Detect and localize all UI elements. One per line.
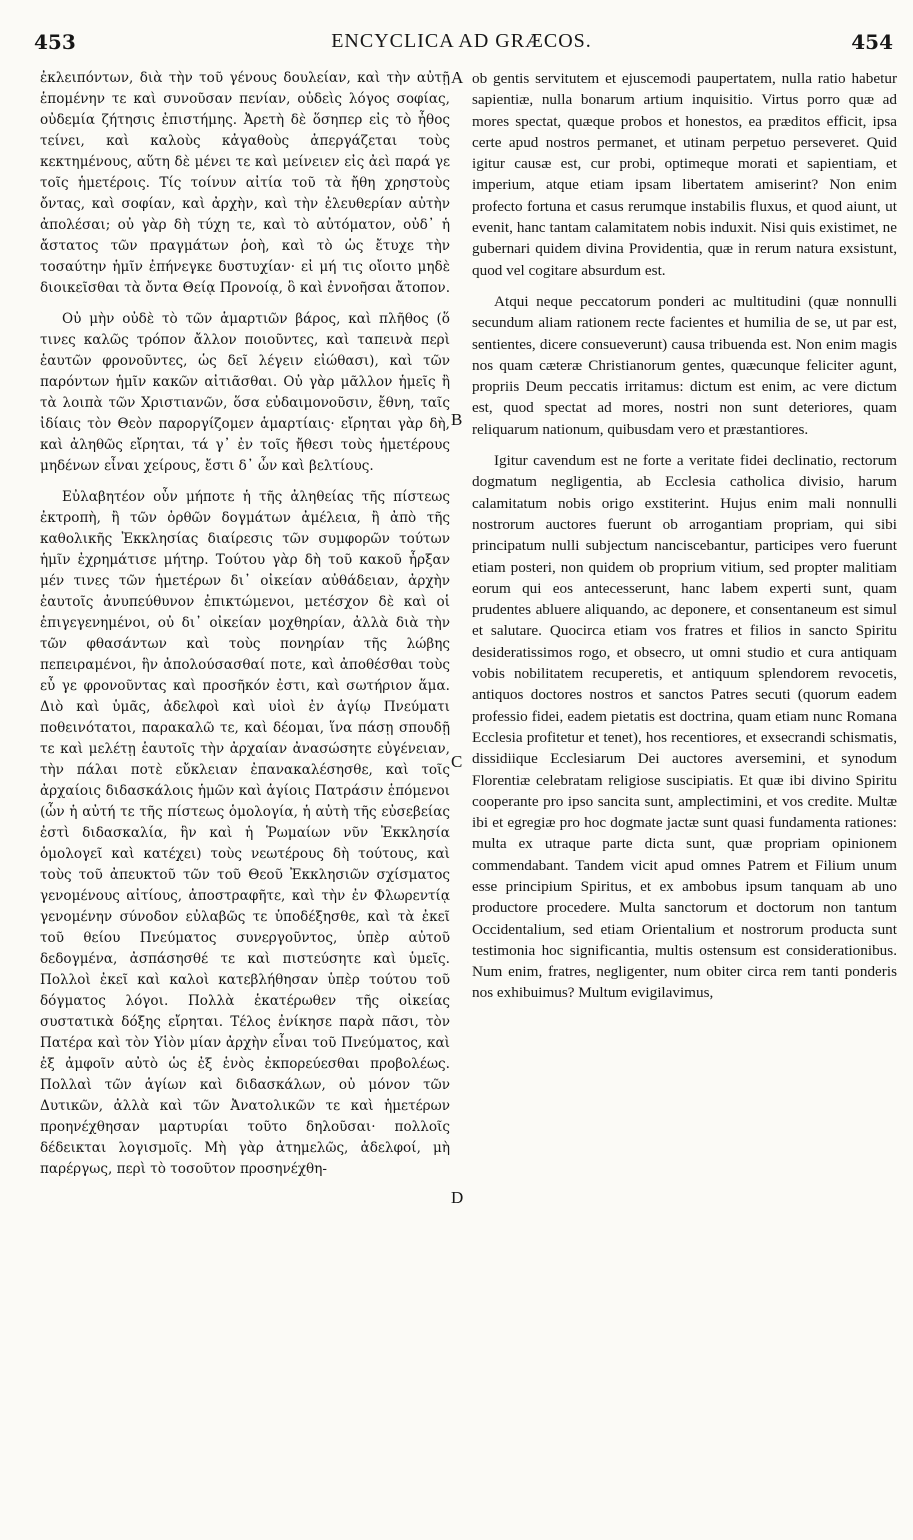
latin-column <box>472 68 897 1528</box>
page-number-right: 454 <box>851 30 893 54</box>
section-marker-d: D <box>451 1188 464 1207</box>
running-title: ENCYCLICA AD GRÆCOS. <box>331 30 592 52</box>
section-marker-b: B <box>451 410 463 429</box>
greek-paragraph: Εὐλαβητέον οὖν μήποτε ἡ τῆς ἀληθείας τῆς πίστεως ἐκτροπὴ, ἢ τῶν ὀρθῶν δογμάτων ἀμέλεια, ἢ ἀπὸ τῆς καθολικῆς Ἐκκλησίας διαίρεσις τῶν συμφορῶν τούτων ἡμῖν ἐχρημάτισε μήτηρ. Τούτου γὰρ δὴ τοῦ κακοῦ ἦρξαν μέν τινες τῶν ἡμετέρων δι᾽ οἰκείαν αὐθάδειαν, ἀρχὴν ἑαυτοῖς ἀνυπεύθυνον ἐπικτώμενοι, μετέσχον δὲ καὶ οἱ ἐπιγεγενημένοι, οὐ δι᾽ οἰκείαν μοχθηρίαν, ἀλλὰ διὰ τὴν τῶν φθασάντων καὶ τοὺς πονηρίαν τῆς λώβης πεπειραμένοι, ἣν ἀπολούσασθαί ποτε, καὶ ἀποθέσθαι τοὺς εὖ γε φρονοῦντας καὶ προσῆκόν ἐστι, καὶ σωτήριον ἅμα. Διὸ καὶ ὑμᾶς, ἀδελφοὶ καὶ υἱοὶ ἐν ἁγίῳ Πνεύματι ποθεινότατοι, παρακαλῶ τε, καὶ δέομαι, ἵνα πάσῃ σπουδῇ τε καὶ μελέτῃ ἑαυτοῖς τὴν ἀρχαίαν ἀνασώσητε εὐγένειαν, τὴν πάλαι ποτὲ εὔκλειαν ἐπανακαλέσησθε, καὶ τοῖς ἀρχαίοις διδασκάλοις ἡμῶν καὶ ἁγίοις Πατράσιν ἑπόμενοι (ὧν ἡ αὐτή τε τῆς πίστεως ὁμολογία, ἡ αὐτὴ τῆς εὐσεβείας ἐστὶ διδασκαλία, ἣν καὶ ἡ Ῥωμαίων νῦν Ἐκκλησία ὁμολογεῖ καὶ κατέχει) τοὺς νεωτέρους δὴ τούτους, καὶ τοὺς τοῦ ἀπευκτοῦ τῶν τοῦ Θεοῦ Ἐκκλησιῶν σχίσματος γενομένους αἰτίους, ἀποστραφῆτε, καὶ τὴν ἐν Φλωρεντίᾳ γενομένην σύνοδον εὐλαβῶς τε ὑποδέξησθε, καὶ τὰ ἐκεῖ τοῦ θείου Πνεύματος συνεργοῦντος, ὑπὲρ αὐτοῦ δεδογμένα, ἀσπάσησθέ τε καὶ πιστεύσητε καὶ ὑμεῖς. Πολλοὶ ἐκεῖ καὶ καλοὶ κατεβλήθησαν ὑπὲρ τούτου τοῦ δόγματος λόγοι. Πολλὰ ἑκατέρωθεν τῆς οἰκείας συστατικὰ δόξης εἴρηται. Τέλος ἐνίκησε παρὰ πᾶσι, τὸν Πατέρα καὶ τὸν Υἱὸν μίαν ἀρχὴν εἶναι τοῦ Πνεύματος, καὶ ἐξ ἀμφοῖν αὐτὸ ὡς ἐξ ἑνὸς ἐκπορεύεσθαι προβολέως. Πολλαὶ τῶν ἁγίων καὶ διδασκάλων, οὐ μόνον τῶν Δυτικῶν, ἀλλὰ καὶ τῶν Ἀνατολικῶν τε καὶ ἡμετέρων προηνέχθησαν μαρτυρίαι τοῦτο δηλοῦσαι· πολλοῖς δέδεικται λογισμοῖς. Μὴ γὰρ ἀτημελῶς, ἀδελφοί, μὴ παρέργως, περὶ τὸ τοσοῦτον προσηνέχθη- <box>40 489 450 1177</box>
section-marker-a: A <box>451 68 464 87</box>
greek-paragraph: Οὐ μὴν οὐδὲ τὸ τῶν ἁμαρτιῶν βάρος, καὶ πλῆθος (ὅ τινες καλῶς τρόπον ἄλλον ποιοῦντες, καὶ ταπεινὰ περὶ ἑαυτῶν φρονοῦντες, ὡς δεῖ λέγειν εἰώθασι), καὶ τῶν παρόντων ἡμῖν κακῶν αἰτιᾶσθαι. Οὐ γὰρ μᾶλλον ἡμεῖς ἢ τὰ λοιπὰ τῶν Χριστιανῶν, ὅσα εὐδαιμονοῦσιν, ἔθνη, ταῖς ἰδίαις τὸν Θεὸν παροργίζομεν ἁμαρτίαις· εἴρηται γὰρ δὴ, καὶ ἀληθῶς εἴρηται, τά γ᾽ ἐν τοῖς ἤθεσι τοὺς ἡμετέρους μηδένων εἶναι χείρους, ἔστι δ᾽ ὧν καὶ βελτίους. <box>40 311 450 474</box>
latin-paragraph: Igitur cavendum est ne forte a veritate fidei declinatio, rectorum dogmatum negligentia, ab Ecclesia catholica divisio, harum calamitatum nobis origo exstiterint. Hujus enim mali nonnulli nostrorum auctores fuerunt ob arrogantiam propriam, qui sibi principatum nulli subjectum nanciscebantur, participes vero fuerunt etiam posteri, non quidem ob proprium vitium, sed propter malitiam eorum qui eos antecesserunt, hanc labem experti sunt, quam prudentes abluere aliquando, ac deponere, et consentaneum est simul et salutare. Quocirca etiam vos fratres et filios in sancto Spiritu desideratissimos rogo, et obsecro, ut omni studio et cura antiquam vobis nobilitatem recuperetis, et antiquum splendorem revocetis, antiquos doctores nostros et sanctos Patres secuti (quorum eadem professio fidei, eadem pietatis est doctrina, quam etiam nunc Romana Ecclesia profitetur et tenet), hos recentiores, et exsecrandi schismatis, dissidiique Ecclesiarum Dei auctores aversemini, et synodum Florentiæ celebratam religiose suscipiatis. Et quæ ibi divino Spiritu cooperante pro ipso sancita sunt, amplectimini, et vos credite. Multæ ibi et egregiæ pro hoc dogmate jactæ sunt quasi fundamenta rationes: multa ex utraque parte dicta sunt, quæ propriam opinionem commendabant. Tandem vicit apud omnes Patrem et Filium unum esse principium Spiritus, et ex ambobus ipsum tanquam ab uno productore procedere. Multa sanctorum et doctorum non tantum Occidentalium, sed etiam Orientalium et nostrorum producta sunt testimonia hoc significantia, multis ostensum est considerationibus. Num enim, fratres, negligenter, num obiter circa rem tanti ponderis nos exhibuimus? Multum evigilavimus, <box>472 452 897 1002</box>
latin-paragraph: Atqui neque peccatorum ponderi ac multitudini (quæ nonnulli secundum aliam rationem recte facientes et humilia de se, ut par est, sentientes, dicere consueverunt) causa tribuenda est. Non enim magis nos quam cæteræ Christianorum gentes, quæcunque feliciter agunt, propriis Deum peccatis irritamus: dictum est enim, ac vere dictum est, quod spectat ad mores, nostri non sunt deteriores, quam reliquarum nationum, quibusdam vero et præstantiores. <box>472 292 897 438</box>
section-marker-c: C <box>451 752 463 771</box>
latin-paragraph: ob gentis servitutem et ejuscemodi paupertatem, nulla ratio habetur sapientiæ, nulla bonarum artium inquisitio. Virtus porro quæ ad mores spectat, quæque probos et honestos, ea præditos efficit, ipsa certe apud nostros permanet, et utinam perpetuo perseveret. Quid igitur causæ est, cur probi, optimeque morati et sapientiam, et imperium, atque etiam ipsam libertatem amiserint? Non enim profecto fortuna et casus rerumque instabilis fluxus, et quod aiunt, ut evenit, hanc tantam calamitatem nobis induxit. Nisi quis existimet, ne gubernari quidem divina Providentia, quæ in rerum natura exsistunt, quod vel cogitare absurdum est. <box>472 70 897 279</box>
greek-paragraph: ἐκλειπόντων, διὰ τὴν τοῦ γένους δουλείαν, καὶ τὴν αὐτῇ ἑπομένην τε καὶ συνοῦσαν πενίαν, οὐδεὶς λόγος σοφίας, οὐδεμία ζήτησις ἐπιστήμης. Ἀρετὴ δὲ ὅσηπερ εἰς τὸ ἦθος τείνει, καὶ καλοὺς κἀγαθοὺς ἀπεργάζεται τοὺς κεκτημένους, αὕτη δὲ μένει τε καὶ μείνειεν εἰς ἀεὶ παρά γε τοῖς ἡμετέροις. Τίς τοίνυν αἰτία τοῦ τὰ ἤθη χρηστοὺς ὄντας, καὶ σοφίαν, καὶ ἀρχὴν, καὶ τὴν ἐλευθερίαν αὐτὴν ἀπολέσαι; οὐ γὰρ δὴ τύχη τε, καὶ τὸ αὐτόματον, οὐδ᾽ ἡ ἄστατος τῶν πραγμάτων ῥοὴ, καὶ τὸ ὡς ἔτυχε τὴν τοσαύτην ἡμῖν ἐπήνεγκε δυστυχίαν· εἰ μή τις οἴοιτο μηδὲ διοικεῖσθαι τὰ ὄντα Θείᾳ Προνοίᾳ, ὃ καὶ ἐννοῆσαι ἄτοπον. <box>40 70 450 296</box>
page-header <box>28 30 895 66</box>
page-number-left: 453 <box>34 30 76 54</box>
greek-column <box>40 68 450 1528</box>
